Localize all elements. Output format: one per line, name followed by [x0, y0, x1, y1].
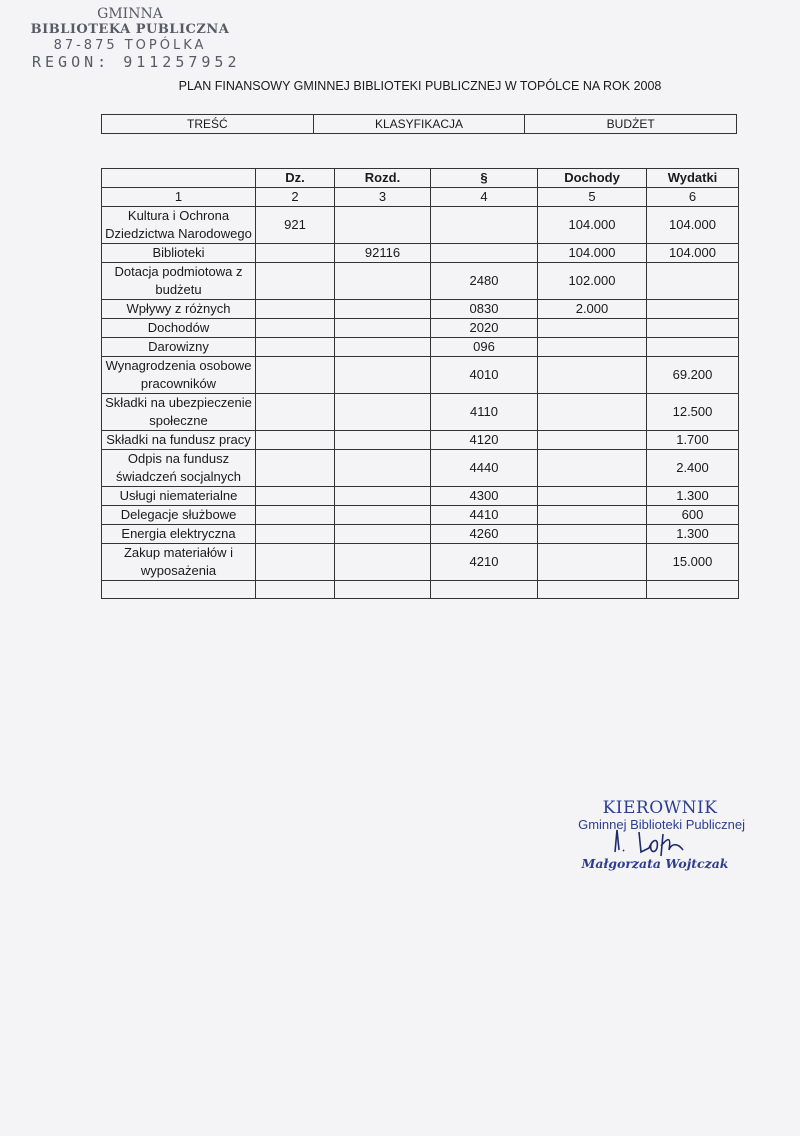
column-number-dochody: 5 [538, 188, 647, 207]
cell-dochody [538, 394, 647, 431]
cell-dz [256, 394, 335, 431]
table-row [102, 581, 739, 599]
cell-paragraf: 4410 [431, 506, 538, 525]
column-header-tresc [102, 169, 256, 188]
cell-dochody [538, 544, 647, 581]
header-row [102, 115, 737, 134]
cell-tresc: Energia elektryczna [102, 525, 256, 544]
cell-dz [256, 319, 335, 338]
cell-paragraf: 0830 [431, 300, 538, 319]
cell-tresc: Dochodów [102, 319, 256, 338]
cell-dochody [538, 319, 647, 338]
cell-paragraf: 4110 [431, 394, 538, 431]
cell-rozd [335, 263, 431, 300]
stamp-line-2: BIBLIOTEKA PUBLICZNA [30, 22, 230, 37]
cell-tresc: Kultura i Ochrona Dziedzictwa Narodowego [102, 207, 256, 244]
cell-paragraf: 4210 [431, 544, 538, 581]
cell-dz [256, 431, 335, 450]
cell-wydatki: 1.300 [647, 525, 739, 544]
column-number-dz: 2 [256, 188, 335, 207]
cell-wydatki [647, 319, 739, 338]
table-row [102, 487, 739, 506]
cell-dz [256, 338, 335, 357]
cell-paragraf: 2020 [431, 319, 538, 338]
table-row [102, 357, 739, 394]
document-title: PLAN FINANSOWY GMINNEJ BIBLIOTEKI PUBLICZNEJ W TOPÓLCE NA ROK 2008 [178, 79, 662, 93]
cell-wydatki: 104.000 [647, 207, 739, 244]
cell-dz [256, 357, 335, 394]
cell-dochody: 104.000 [538, 207, 647, 244]
column-header-paragraf: § [431, 169, 538, 188]
cell-rozd [335, 394, 431, 431]
signature-stamp [555, 798, 745, 871]
signature-name: Małgorzata Wojtczak [581, 856, 729, 871]
cell-dz [256, 544, 335, 581]
cell-dz [256, 263, 335, 300]
cell-wydatki: 1.300 [647, 487, 739, 506]
cell-tresc: Dotacja podmiotowa z budżetu [102, 263, 256, 300]
table-row [102, 319, 739, 338]
cell-dz [256, 487, 335, 506]
table-row [102, 544, 739, 581]
cell-rozd [335, 487, 431, 506]
cell-tresc: Biblioteki [102, 244, 256, 263]
cell-tresc: Usługi niematerialne [102, 487, 256, 506]
cell-dochody: 2.000 [538, 300, 647, 319]
cell-dz [256, 581, 335, 599]
table-row [102, 244, 739, 263]
cell-dochody [538, 487, 647, 506]
stamp-line-4: REGON: 911257952 [32, 53, 241, 71]
cell-dochody [538, 450, 647, 487]
table-row [102, 207, 739, 244]
table-row [102, 263, 739, 300]
cell-dz [256, 506, 335, 525]
cell-tresc: Składki na ubezpieczenie społeczne [102, 394, 256, 431]
cell-paragraf [431, 581, 538, 599]
stamp-line-3: 87-875 TOPÓLKA [53, 38, 207, 53]
cell-wydatki [647, 581, 739, 599]
cell-tresc: Zakup materiałów i wyposażenia [102, 544, 256, 581]
cell-rozd: 92116 [335, 244, 431, 263]
library-stamp [30, 6, 241, 71]
column-number-rozd: 3 [335, 188, 431, 207]
signature-title: KIEROWNIK [602, 798, 718, 818]
cell-wydatki [647, 300, 739, 319]
cell-paragraf: 2480 [431, 263, 538, 300]
cell-wydatki: 2.400 [647, 450, 739, 487]
handwritten-signature-icon [605, 824, 715, 858]
header-cell-budzet: BUDŻET [525, 115, 737, 134]
cell-dochody [538, 581, 647, 599]
table-row [102, 506, 739, 525]
cell-tresc: Odpis na fundusz świadczeń socjalnych [102, 450, 256, 487]
cell-rozd [335, 207, 431, 244]
column-header-dz: Dz. [256, 169, 335, 188]
cell-rozd [335, 357, 431, 394]
cell-rozd [335, 300, 431, 319]
table-row [102, 338, 739, 357]
cell-wydatki: 104.000 [647, 244, 739, 263]
cell-tresc: Darowizny [102, 338, 256, 357]
cell-dz: 921 [256, 207, 335, 244]
table-head [102, 169, 739, 207]
cell-paragraf [431, 207, 538, 244]
cell-paragraf: 096 [431, 338, 538, 357]
cell-dochody [538, 357, 647, 394]
cell-wydatki: 600 [647, 506, 739, 525]
cell-rozd [335, 338, 431, 357]
column-number-wydatki: 6 [647, 188, 739, 207]
cell-rozd [335, 525, 431, 544]
column-header-rozd: Rozd. [335, 169, 431, 188]
cell-wydatki: 12.500 [647, 394, 739, 431]
cell-tresc: Delegacje służbowe [102, 506, 256, 525]
classification-header-table [101, 114, 737, 134]
cell-tresc: Wpływy z różnych [102, 300, 256, 319]
column-number-paragraf: 4 [431, 188, 538, 207]
cell-rozd [335, 431, 431, 450]
cell-wydatki: 1.700 [647, 431, 739, 450]
cell-dochody [538, 525, 647, 544]
cell-tresc: Składki na fundusz pracy [102, 431, 256, 450]
cell-dochody [538, 506, 647, 525]
cell-dz [256, 300, 335, 319]
cell-wydatki [647, 263, 739, 300]
cell-rozd [335, 506, 431, 525]
cell-dochody: 102.000 [538, 263, 647, 300]
cell-paragraf [431, 244, 538, 263]
column-header-wydatki: Wydatki [647, 169, 739, 188]
header-cell-klasyfikacja: KLASYFIKACJA [313, 115, 525, 134]
signature-org: Gminnej Biblioteki Publicznej [578, 817, 745, 832]
cell-paragraf: 4010 [431, 357, 538, 394]
cell-tresc: Wynagrodzenia osobowe pracowników [102, 357, 256, 394]
table-body [102, 207, 739, 599]
cell-wydatki: 69.200 [647, 357, 739, 394]
cell-paragraf: 4440 [431, 450, 538, 487]
financial-plan-table [101, 168, 739, 599]
cell-paragraf: 4300 [431, 487, 538, 506]
cell-wydatki [647, 338, 739, 357]
cell-dz [256, 244, 335, 263]
table-row [102, 300, 739, 319]
column-number-row [102, 188, 739, 207]
table-row [102, 525, 739, 544]
table-row [102, 394, 739, 431]
cell-wydatki: 15.000 [647, 544, 739, 581]
column-number-tresc: 1 [102, 188, 256, 207]
cell-rozd [335, 319, 431, 338]
table-header-row [102, 169, 739, 188]
cell-dz [256, 525, 335, 544]
header-cell-tresc: TREŚĆ [102, 115, 314, 134]
cell-dochody [538, 431, 647, 450]
cell-rozd [335, 581, 431, 599]
cell-dochody: 104.000 [538, 244, 647, 263]
cell-rozd [335, 450, 431, 487]
column-header-dochody: Dochody [538, 169, 647, 188]
stamp-line-1: GMINNA [97, 6, 163, 22]
table-row [102, 431, 739, 450]
cell-paragraf: 4260 [431, 525, 538, 544]
cell-paragraf: 4120 [431, 431, 538, 450]
cell-tresc [102, 581, 256, 599]
cell-dz [256, 450, 335, 487]
cell-dochody [538, 338, 647, 357]
cell-rozd [335, 544, 431, 581]
table-row [102, 450, 739, 487]
